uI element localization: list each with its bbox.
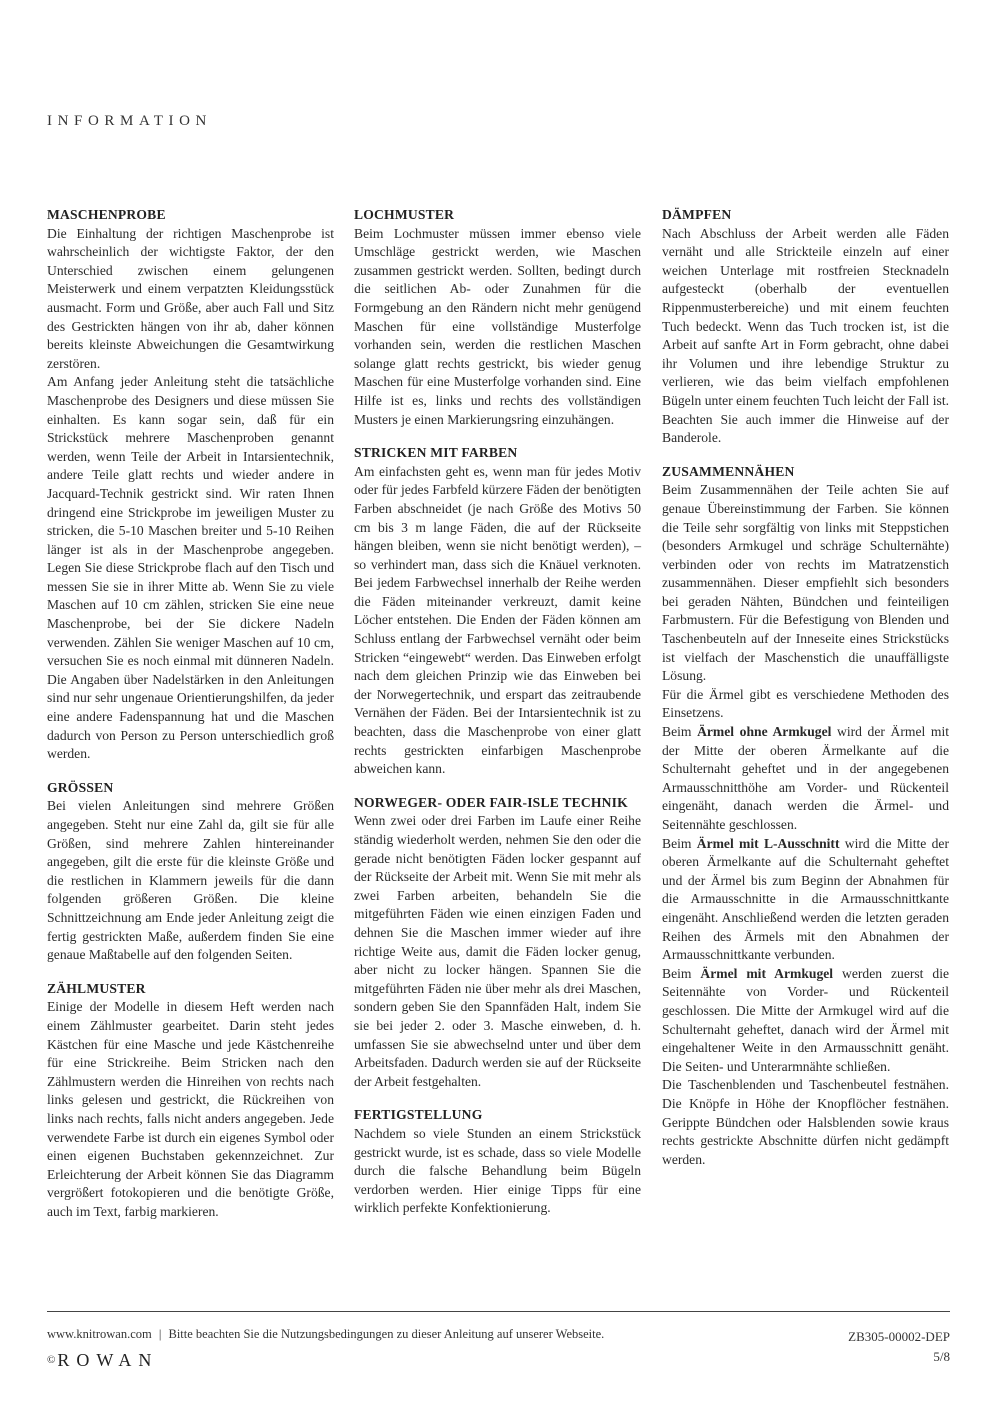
heading-groessen: GRÖSSEN <box>47 779 114 795</box>
heading-daempfen: DÄMPFEN <box>662 207 732 222</box>
text-run: Beim <box>662 835 697 851</box>
bold-term: Ärmel mit Armkugel <box>700 965 834 981</box>
paragraph: Nachdem so viele Stunden an einem Strickstück gestrickt wurde, ist es schade, dass so viele Modelle durch die falsche Behandlung beim Bügeln verdorben werden. Hier einige Tipps für eine wirklich perfekte Konfektionierung. <box>354 1125 641 1216</box>
bold-term: Ärmel mit L-Ausschnitt <box>696 835 840 851</box>
footer-divider <box>47 1311 950 1312</box>
section-groessen <box>47 779 334 965</box>
paragraph: Am Anfang jeder Anleitung steht die tatsächliche Maschenprobe des Designers und diese müssen Sie einhalten. Es kann sogar sein, daß für ein Strickstück mehrere Maschenproben genannt werden, wenn Teile der Arbeit in Intarsientechnik, andere Teile glatt rechts und wieder andere in Jacquard-Technik gestrickt sind. Wir raten Ihnen dringend eine Strickprobe im jeweiligen Muster zu stricken, die 5-10 Maschen breiter und 5-10 Reihen länger ist als in der Maschenprobe angegeben. Legen Sie diese Strickprobe flach auf den Tisch und messen Sie sie in ihrer Mitte ab. Wenn Sie zu viele Maschen auf 10 cm zählen, stricken Sie eine neue Maschenprobe, bei der Sie dickere Nadeln verwenden. Zählen Sie weniger Maschen auf 10 cm, versuchen Sie es noch einmal mit dünneren Nadeln. Die Angaben über Nadelstärken in den Anleitungen sind nur sehr ungenaue Orientierungshilfen, da jeder eine andere Fadenspannung hat und die Maschen dadurch von Person zu Person unterschiedlich groß werden. <box>47 374 334 762</box>
document-code: ZB305-00002-DEP <box>848 1329 950 1344</box>
section-zaehlmuster <box>47 980 334 1222</box>
paragraph: Wenn zwei oder drei Farben im Laufe einer Reihe ständig wiederholt werden, nehmen Sie den oder die gerade nicht benötigten Fäden locker gespannt auf der Rückseite der Arbeit mit. Wenn Sie mit mehr als zwei Farben arbeiten, behandeln Sie die mitgeführten Fäden wie einen einzigen Faden und dehnen Sie die Maschen immer wieder auf ihre richtige Weite aus, damit die Fäden locker genug, aber nicht zu locker hängen. Spannen Sie die mitgeführten Fäden nie über mehr als drei Maschen, sondern geben Sie den Spannfäden Halt, indem Sie sie bei jeder 2. oder 3. Masche einweben, d. h. umfassen Sie sie abwechselnd unter und über dem Arbeitsfaden. Dadurch werden sie auf der Rückseite der Arbeit festgehalten. <box>354 813 641 1089</box>
paragraph: Beim Zusammennähen der Teile achten Sie auf genaue Übereinstimmung der Farben. Sie können die Teile sehr sorgfältig von links mit Steppstichen (besonders Armkugel und schräge Schulternähte) verbinden oder von rechts im Matratzenstich zusammennähen. Dieser empfiehlt sich besonders bei geraden Nähten, Bündchen und feinteiligen Farbmustern. Für die Befestigung von Blenden und Taschenbeuteln auf der Inneseite eines Strickstücks ist vielfach der Maschenstich die unauffälligste Lösung. <box>662 482 949 684</box>
paragraph: Einige der Modelle in diesem Heft werden nach einem Zählmuster gearbeitet. Darin steht jedes Kästchen für eine Masche und jede Kästchenreihe für eine Strickreihe. Beim Stricken nach den Zählmustern werden die Hinreihen von rechts nach links gelesen und gestrickt, die Rückreihen von links nach rechts, falls nicht anders angegeben. Jede verwendete Farbe ist durch ein eigenes Symbol oder einen eigenen Buchstaben gekennzeichnet. Zur Erleichterung der Arbeit können Sie das Diagramm vergrößert fotokopieren und die benötigte Größe, auch im Text, farbig markieren. <box>47 999 334 1219</box>
section-norweger <box>354 794 641 1092</box>
text-run: Beim <box>662 724 698 740</box>
section-fertigstellung <box>354 1106 641 1218</box>
section-lochmuster <box>354 206 641 429</box>
text-run: werden zuerst die Seitennähte von Vorder- und Rückenteil geschlossen. Die Mitte der Armkugel wird auf die Schulternaht geheftet, danach wird der Ärmel mit eingehaltener Weite in den Armausschnitt genäht. Die Seiten- und Unterarmnähte schließen. <box>662 965 949 1074</box>
section-stricken-mit-farben <box>354 444 641 779</box>
paragraph <box>662 723 949 835</box>
column-1 <box>47 206 334 1236</box>
heading-zusammennaehen: ZUSAMMENNÄHEN <box>662 463 795 479</box>
paragraph <box>662 965 949 1077</box>
terms-notice: Bitte beachten Sie die Nutzungsbedingungen zu dieser Anleitung auf unserer Webseite. <box>168 1327 605 1341</box>
heading-stricken-mit-farben: STRICKEN MIT FARBEN <box>354 445 518 461</box>
paragraph: Am einfachsten geht es, wenn man für jedes Motiv oder für jedes Farbfeld kürzere Fäden der benötigten Farben abschneidet (je nach Größe des Motivs 50 cm bis 3 m lange Fäden, die auf der Rückseite hängen bleiben, wenn sie nicht benötigt werden), – so verhindert man, dass sich die Knäuel verknoten. Bei jedem Farbwechsel innerhalb der Reihe werden die Fäden miteinander verkreuzt, damit keine Löcher entstehen. Die Enden der Fäden können am Schluss entlang der Farbwechsel vernäht oder beim Stricken “eingewebt“ werden. Das Einweben erfolgt nach dem gleichen Prinzip wie das Einweben bei der Norwegertechnik, und erspart das zeitraubende Vernähen der Fäden. Bei der Intarsientechnik ist zu beachten, dass die Maschenprobe von einer glatt rechts gestrickten einfarbigen Maschenprobe abweichen kann. <box>354 463 641 777</box>
text-run: Beim <box>662 965 701 981</box>
paragraph: Beim Lochmuster müssen immer ebenso viele Umschläge gestrickt werden, wie Maschen zusammen gestrickt werden. Sollten, bedingt durch die seitlichen Ab- oder Zunahmen für die Formgebung an den Rändern nicht mehr genügend Maschen für eine vollständige Musterfolge vorhanden sein, werden die restlichen Maschen solange glatt rechts gestrickt, bis wieder genug Maschen für eine Musterfolge vorhanden sind. Eine Hilfe ist es, links und rechts des vollständigen Musters je einen Markierungsring einzuhängen. <box>354 225 641 427</box>
heading-maschenprobe: MASCHENPROBE <box>47 207 166 222</box>
column-2 <box>354 206 641 1233</box>
heading-fertigstellung: FERTIGSTELLUNG <box>354 1107 483 1123</box>
footer-doc-info <box>848 1327 950 1367</box>
page-number: 5/8 <box>933 1349 950 1364</box>
page-header-title: INFORMATION <box>47 113 212 129</box>
text-run: wird der Ärmel mit der Mitte der oberen Ärmelkante auf die Schulternaht geheftet und in der angegebenen Armausschnitthöhe am Vorder- und Rückenteil eingenäht, danach werden die Ärmel- und Seitennähte geschlossen. <box>662 724 949 832</box>
column-3 <box>662 206 949 1184</box>
heading-norweger: NORWEGER- ODER FAIR-ISLE TECHNIK <box>354 794 628 810</box>
bold-term: Ärmel ohne Armkugel <box>697 724 832 740</box>
paragraph: Bei vielen Anleitungen sind mehrere Größen angegeben. Steht nur eine Zahl da, gilt sie für alle Größen, sind mehrere Zahlen hintereinander angegeben, gilt die erste für die kleinste Größe und die restlichen in Klammern jeweils für die dann folgenden größeren Größen. Die kleine Schnittzeichnung am Ende jeder Anleitung zeigt die fertig gestrickten Maße, außerdem finden Sie eine genaue Maßtabelle auf den folgenden Seiten. <box>47 798 334 963</box>
paragraph: Die Taschenblenden und Taschenbeutel festnähen. Die Knöpfe in Höhe der Knopflöcher festnähen. Gerippte Bündchen oder Halsblenden sowie kraus rechts gestrickte Abschnitte dürfen nicht gedämpft werden. <box>662 1077 949 1167</box>
paragraph: Die Einhaltung der richtigen Maschenprobe ist wahrscheinlich der wichtigste Faktor, der den Unterschied zwischen einem gelungenen Meisterwerk und einem verpatzten Kleidungsstück ausmacht. Form und Größe, aber auch Fall und Sitz des Gestrickten hängen von ihr ab, daher können bereits kleinste Abweichungen die Gesamtwirkung zerstören. <box>47 225 334 371</box>
paragraph: Für die Ärmel gibt es verschiedene Methoden des Einsetzens. <box>662 686 949 721</box>
section-zusammennaehen <box>662 463 949 1170</box>
footer-separator: | <box>158 1327 162 1341</box>
rowan-logo <box>47 1350 158 1371</box>
heading-lochmuster: LOCHMUSTER <box>354 207 455 222</box>
section-daempfen <box>662 206 949 448</box>
section-maschenprobe <box>47 206 334 764</box>
website-link[interactable]: www.knitrowan.com <box>47 1327 152 1341</box>
copyright-symbol: © <box>47 1354 56 1366</box>
brand-name: ROWAN <box>57 1350 159 1370</box>
text-run: wird die Mitte der oberen Ärmelkante auf die Schulternaht geheftet und der Ärmel bis zum Beginn der Abnahmen für die Armausschnitte in die Armausschnittkante eingenäht. Anschließend werden die letzten geraden Reihen des Ärmels mit den Abnahmen der Armausschnittkante verbunden. <box>662 835 949 963</box>
footer-website-notice <box>47 1327 604 1342</box>
paragraph: Nach Abschluss der Arbeit werden alle Fäden vernäht und alle Strickteile einzeln auf einer weichen Unterlage mit rostfreien Stecknadeln aufgesteckt (oberhalb der eventuellen Rippenmusterbereiche) und mit einem feuchten Tuch bedeckt. Wenn das Tuch trocken ist, ist die Arbeit auf sanfte Art in Form gebracht, ohne dabei ihr Volumen und ihre lebendige Struktur zu verlieren, wie das beim vielfach empfohlenen Bügeln unter einem feuchten Tuch leicht der Fall ist. Beachten Sie auch immer die Hinweise auf der Banderole. <box>662 225 949 446</box>
paragraph <box>662 835 949 965</box>
heading-zaehlmuster: ZÄHLMUSTER <box>47 980 146 996</box>
